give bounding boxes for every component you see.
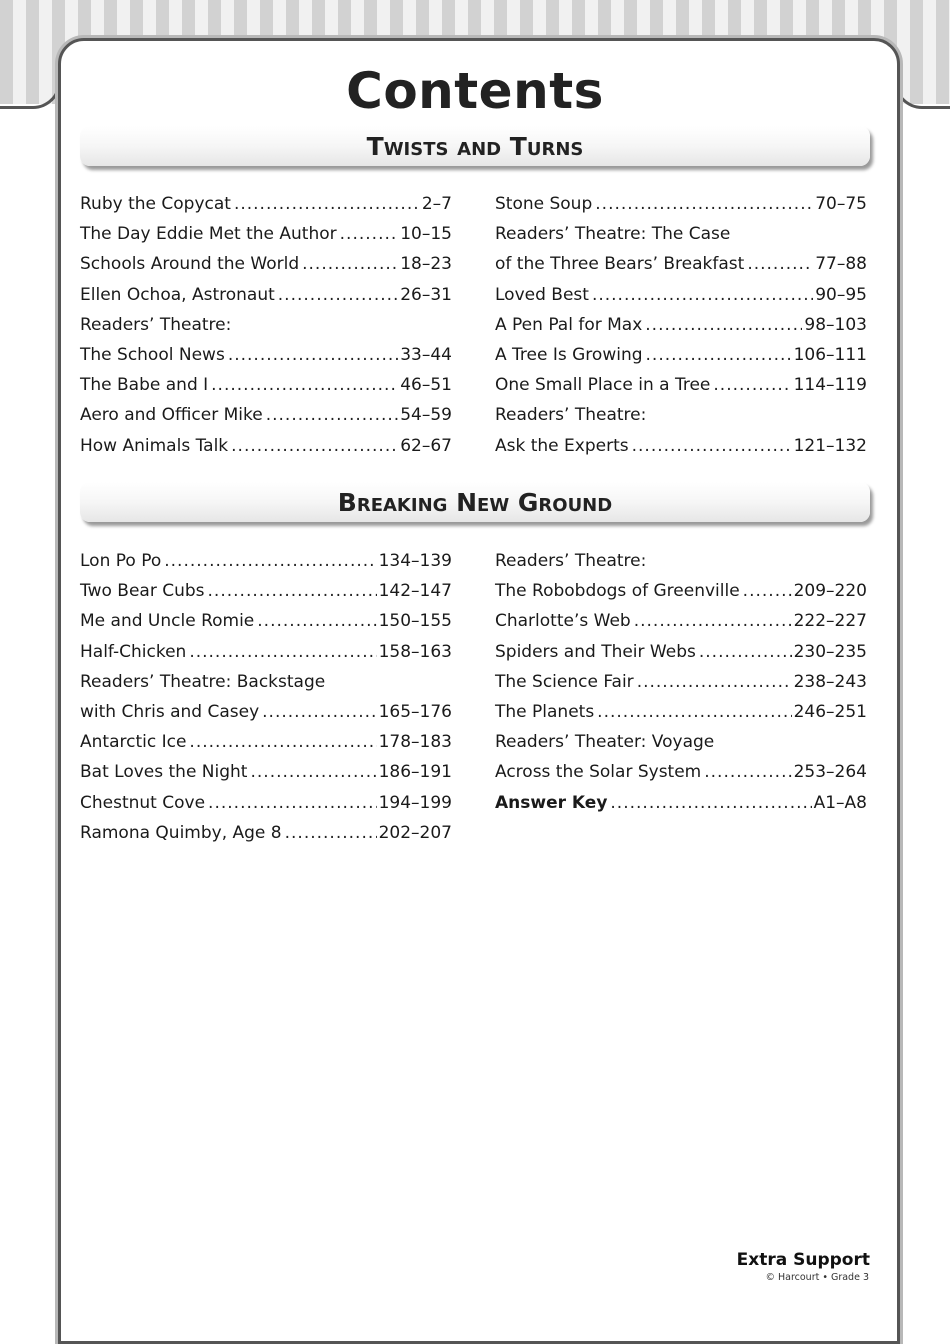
toc-entry-title: Charlotte’s Web: [495, 611, 631, 632]
toc-entry: [495, 189, 867, 219]
section-1-right-column: [495, 189, 867, 461]
toc-entry-title: Schools Around the World: [80, 254, 300, 275]
toc-entry-title: Antarctic Ice: [80, 732, 187, 753]
toc-entry: [80, 310, 452, 340]
toc-entry-pages: 10–15: [400, 224, 452, 245]
toc-entry-title: Readers’ Theatre:: [495, 405, 647, 426]
toc-entry-pages: 98–103: [804, 314, 867, 335]
page-title: Contents: [346, 62, 604, 120]
toc-entry: [495, 576, 867, 606]
toc-entry: [495, 697, 867, 727]
dot-leader: [634, 606, 792, 636]
dot-leader: [595, 189, 813, 219]
toc-entry-title: The Babe and I: [80, 375, 209, 396]
footer-label: Extra Support: [736, 1250, 870, 1270]
toc-entry-title: Lon Po Po: [80, 551, 162, 571]
toc-entry-title: Ellen Ochoa, Astronaut: [80, 284, 275, 305]
toc-entry: [495, 667, 867, 697]
dot-leader: [699, 637, 792, 667]
toc-entry: [80, 637, 452, 667]
toc-entry-pages: 230–235: [793, 641, 867, 662]
toc-entry: [495, 340, 867, 370]
dot-leader: [262, 697, 376, 727]
toc-entry-title: Loved Best: [495, 284, 589, 305]
toc-entry: [80, 788, 452, 818]
toc-entry: [80, 249, 452, 279]
toc-entry-pages: 238–243: [793, 671, 867, 692]
toc-entry-pages: 253–264: [793, 762, 867, 783]
toc-entry: [80, 818, 452, 848]
toc-entry: [80, 727, 452, 757]
dot-leader: [743, 576, 792, 606]
dot-leader: [597, 697, 791, 727]
toc-entry: [80, 400, 452, 430]
dot-leader: [747, 249, 813, 279]
dot-leader: [637, 667, 792, 697]
toc-entry-pages: 114–119: [793, 375, 867, 396]
toc-entry-pages: 209–220: [793, 581, 867, 602]
dot-leader: [592, 280, 813, 310]
toc-entry-pages: 165–176: [378, 701, 452, 722]
section-2-left-column: [80, 546, 452, 848]
dot-leader: [211, 370, 398, 400]
toc-entry: [495, 757, 867, 787]
toc-entry-pages: 158–163: [378, 641, 452, 662]
toc-entry-pages: 222–227: [793, 611, 867, 632]
toc-entry: [495, 546, 867, 576]
toc-entry-title: Bat Loves the Night: [80, 762, 248, 783]
footer-credit: © Harcourt • Grade 3: [765, 1272, 869, 1283]
toc-entry-title: Ruby the Copycat: [80, 194, 231, 214]
toc-entry: [495, 400, 867, 430]
toc-entry-pages: 46–51: [400, 375, 452, 396]
dot-leader: [231, 431, 398, 461]
dot-leader: [164, 546, 376, 576]
toc-entry-pages: 77–88: [815, 254, 867, 275]
toc-entry-title: Readers’ Theater: Voyage: [495, 732, 715, 753]
dot-leader: [645, 310, 802, 340]
toc-entry-title: Half-Chicken: [80, 641, 187, 662]
toc-entry-title: The Day Eddie Met the Author: [80, 224, 337, 245]
toc-entry-pages: 62–67: [400, 435, 452, 456]
toc-entry: [495, 219, 867, 249]
toc-entry-title: The Planets: [495, 701, 595, 722]
toc-entry-pages: 134–139: [378, 551, 452, 571]
toc-entry: [80, 576, 452, 606]
toc-entry: [495, 249, 867, 279]
dot-leader: [340, 219, 399, 249]
toc-entry-pages: 121–132: [793, 435, 867, 456]
toc-entry-title: Readers’ Theatre:: [80, 314, 232, 335]
dot-leader: [189, 637, 376, 667]
toc-entry: [495, 727, 867, 757]
toc-entry-title: A Pen Pal for Max: [495, 314, 643, 335]
toc-entry-title: One Small Place in a Tree: [495, 375, 711, 396]
toc-entry: [80, 219, 452, 249]
toc-entry: [495, 637, 867, 667]
toc-entry: [80, 546, 452, 576]
toc-entry-title: Ask the Experts: [495, 435, 629, 456]
dot-leader: [704, 757, 791, 787]
toc-entry-title: Ramona Quimby, Age 8: [80, 822, 282, 843]
toc-entry-title: A Tree Is Growing: [495, 344, 643, 365]
toc-entry: [80, 370, 452, 400]
toc-entry: [495, 788, 867, 818]
section-banner-1: Twists and Turns: [80, 126, 870, 166]
toc-entry-title: Readers’ Theatre: The Case: [495, 224, 731, 245]
toc-entry-title: Across the Solar System: [495, 762, 702, 783]
toc-entry-pages: 186–191: [378, 762, 452, 783]
dot-leader: [610, 788, 811, 818]
toc-entry-title: of the Three Bears’ Breakfast: [495, 254, 745, 275]
toc-entry-pages: A1–A8: [813, 792, 867, 813]
toc-entry-title: Two Bear Cubs: [80, 581, 205, 602]
toc-entry-pages: 70–75: [815, 194, 867, 214]
toc-entry-title: Aero and Officer Mike: [80, 405, 263, 426]
dot-leader: [285, 818, 377, 848]
dot-leader: [189, 727, 376, 757]
toc-entry-pages: 246–251: [793, 701, 867, 722]
toc-entry-pages: 33–44: [400, 344, 452, 365]
section-2-right-column: [495, 546, 867, 818]
dot-leader: [646, 340, 792, 370]
toc-entry-pages: 2–7: [421, 194, 452, 214]
toc-entry: [80, 667, 452, 697]
toc-entry-pages: 142–147: [378, 581, 452, 602]
dot-leader: [250, 757, 376, 787]
toc-entry-title: Chestnut Cove: [80, 792, 206, 813]
toc-entry: [80, 431, 452, 461]
toc-entry-title: Me and Uncle Romie: [80, 611, 255, 632]
dot-leader: [713, 370, 791, 400]
toc-entry-pages: 54–59: [400, 405, 452, 426]
dot-leader: [228, 340, 398, 370]
toc-entry-title: The School News: [80, 344, 225, 365]
toc-entry: [495, 431, 867, 461]
toc-entry-title: The Science Fair: [495, 671, 634, 692]
toc-entry: [80, 280, 452, 310]
dot-leader: [278, 280, 398, 310]
toc-entry: [80, 340, 452, 370]
toc-entry-pages: 194–199: [378, 792, 452, 813]
toc-entry-title: Readers’ Theatre:: [495, 551, 647, 571]
toc-entry: [495, 280, 867, 310]
toc-entry-title: Answer Key: [495, 792, 608, 813]
toc-entry: [80, 189, 452, 219]
dot-leader: [234, 189, 420, 219]
dot-leader: [208, 576, 377, 606]
toc-entry: [80, 606, 452, 636]
toc-entry-pages: 18–23: [400, 254, 452, 275]
dot-leader: [302, 249, 398, 279]
toc-entry: [80, 757, 452, 787]
toc-entry-pages: 90–95: [815, 284, 867, 305]
toc-entry-pages: 26–31: [400, 284, 452, 305]
toc-entry: [495, 310, 867, 340]
dot-leader: [632, 431, 792, 461]
toc-entry-title: with Chris and Casey: [80, 701, 260, 722]
toc-entry-title: Spiders and Their Webs: [495, 641, 696, 662]
toc-entry: [495, 606, 867, 636]
dot-leader: [208, 788, 377, 818]
dot-leader: [257, 606, 376, 636]
dot-leader: [266, 400, 399, 430]
toc-entry-title: Readers’ Theatre: Backstage: [80, 671, 326, 692]
toc-entry-pages: 150–155: [378, 611, 452, 632]
toc-entry-title: Stone Soup: [495, 194, 593, 214]
toc-entry: [495, 370, 867, 400]
toc-entry-pages: 106–111: [793, 344, 867, 365]
section-banner-2: Breaking New Ground: [80, 482, 870, 522]
toc-entry: [80, 697, 452, 727]
toc-entry-title: The Robobdogs of Greenville: [495, 581, 740, 602]
toc-entry-pages: 178–183: [378, 732, 452, 753]
toc-entry-pages: 202–207: [378, 822, 452, 843]
section-1-left-column: [80, 189, 452, 461]
toc-entry-title: How Animals Talk: [80, 435, 229, 456]
